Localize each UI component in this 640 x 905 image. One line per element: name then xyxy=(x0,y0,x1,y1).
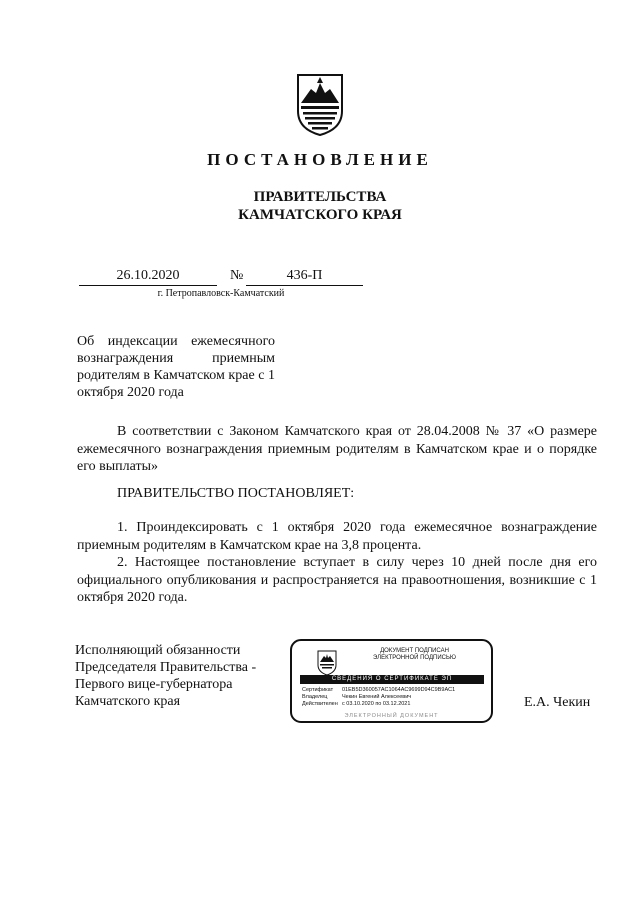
stamp-header xyxy=(352,648,477,662)
position-line-1: Исполняющий обязанности xyxy=(75,643,241,658)
stamp-owner-value: Чекин Евгений Алексеевич xyxy=(342,694,412,700)
number-sign: № xyxy=(230,268,244,283)
stamp-header-line-1: ДОКУМЕНТ ПОДПИСАН xyxy=(380,648,449,654)
stamp-owner-label: Владелец xyxy=(302,694,328,700)
government-line-1: ПРАВИТЕЛЬСТВА xyxy=(253,189,387,205)
position-line-2: Председателя Правительства - xyxy=(75,660,257,675)
item-1-paragraph: 1. Проиндексировать с 1 октября 2020 года ежемесячное вознаграждение приемным родителям в Камчатском крае на 3,8 процента. xyxy=(77,520,597,553)
document-subject: Об индексации ежемесячного вознаграждения приемным родителям в Камчатском крае с 1 октября 2020 года xyxy=(77,334,275,400)
stamp-header-line-2: ЭЛЕКТРОННОЙ ПОДПИСЬЮ xyxy=(373,655,456,661)
position-line-4: Камчатского края xyxy=(75,694,181,709)
position-line-3: Первого вице-губернатора xyxy=(75,677,233,692)
stamp-row-certificate xyxy=(302,687,455,694)
signatory-position xyxy=(75,642,275,710)
stamp-crest-icon xyxy=(317,650,337,676)
kamchatka-crest-icon xyxy=(295,73,345,137)
stamp-valid-value: с 03.10.2020 по 03.12.2021 xyxy=(342,701,411,707)
stamp-certificate-bar: СВЕДЕНИЯ О СЕРТИФИКАТЕ ЭП xyxy=(300,675,484,684)
e-signature-stamp xyxy=(290,639,493,723)
stamp-cert-label: Сертификат xyxy=(302,687,334,693)
document-number: 436-П xyxy=(246,268,363,286)
stamp-row-owner xyxy=(302,694,455,701)
document-date: 26.10.2020 xyxy=(79,268,217,286)
government-line-2: КАМЧАТСКОГО КРАЯ xyxy=(238,207,402,223)
document-title: ПОСТАНОВЛЕНИЕ xyxy=(207,150,433,169)
stamp-footer: ЭЛЕКТРОННЫЙ ДОКУМЕНТ xyxy=(344,713,439,719)
stamp-cert-value: 01ЕВ5D360057AC1064AC9699D94C9B9AC1 xyxy=(342,687,456,693)
preamble-paragraph: В соответствии с Законом Камчатского края от 28.04.2008 № 37 «О размере ежемесячного вознаграждения приемным родителям в Камчатском крае и о порядке его выплаты» xyxy=(77,424,597,474)
resolve-paragraph: ПРАВИТЕЛЬСТВО ПОСТАНОВЛЯЕТ: xyxy=(117,486,355,501)
stamp-valid-label: Действителен xyxy=(302,701,338,707)
stamp-row-valid xyxy=(302,701,455,708)
item-2-paragraph: 2. Настоящее постановление вступает в силу через 10 дней после дня его официального опубликования и распространяется на правоотношения, возникшие с 1 октября 2020 года. xyxy=(77,555,597,605)
city-label: г. Петропавловск-Камчатский xyxy=(157,288,285,299)
stamp-details xyxy=(302,687,455,708)
signatory-name: Е.А. Чекин xyxy=(524,695,591,710)
